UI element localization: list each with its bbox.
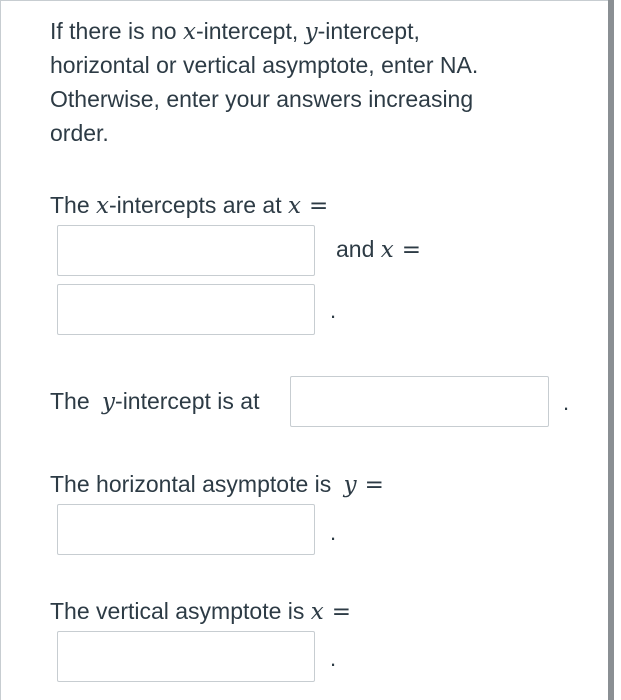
- x-intercept-2-input[interactable]: [57, 284, 315, 335]
- prompt-text: -intercepts are at: [109, 192, 288, 218]
- equals-sign: =: [364, 472, 384, 498]
- equals-sign: =: [331, 599, 352, 625]
- end-punctuation: .: [563, 390, 570, 415]
- horizontal-asymptote-prompt: [50, 467, 384, 502]
- instructions-text: -intercept,: [317, 18, 420, 44]
- vertical-asymptote-prompt: [50, 594, 351, 629]
- end-punctuation: .: [330, 298, 337, 323]
- math-var-y: y: [343, 472, 357, 498]
- instructions-text: If there is no: [50, 18, 183, 44]
- page-scrollbar-edge: [608, 0, 614, 700]
- vertical-asymptote-input[interactable]: [57, 631, 315, 682]
- horizontal-asymptote-input[interactable]: [57, 504, 315, 555]
- x-intercept-and-label: [336, 232, 421, 267]
- instructions-line-3: Otherwise, enter your answers increasing: [50, 86, 474, 112]
- instructions-text: -intercept,: [195, 18, 305, 44]
- math-var-x: x: [380, 237, 394, 263]
- prompt-text: The: [50, 192, 97, 218]
- math-var-x: x: [182, 19, 196, 45]
- instructions-line-1: [50, 14, 550, 48]
- prompt-text: -intercept is at: [115, 388, 260, 414]
- instructions-line-2: horizontal or vertical asymptote, enter NA.: [50, 52, 479, 78]
- math-var-y: y: [102, 389, 116, 415]
- prompt-text: The: [50, 388, 97, 414]
- x-intercepts-prompt: [50, 188, 328, 223]
- and-text: and: [336, 236, 381, 262]
- end-punctuation: .: [330, 520, 337, 545]
- prompt-text: The horizontal asymptote is: [50, 471, 338, 497]
- prompt-text: The vertical asymptote is: [50, 598, 311, 624]
- math-var-x: x: [287, 193, 301, 219]
- instructions: [50, 14, 550, 150]
- equals-sign: =: [308, 193, 329, 219]
- math-var-x: x: [310, 599, 324, 625]
- math-var-y: y: [304, 19, 318, 45]
- page-border-left: [0, 0, 1, 700]
- page-border-top: [0, 0, 610, 1]
- math-var-x: x: [96, 193, 110, 219]
- instructions-line-4: order.: [50, 120, 109, 146]
- equals-sign: =: [401, 237, 422, 263]
- y-intercept-input[interactable]: [290, 376, 549, 427]
- y-intercept-prompt: [50, 384, 259, 419]
- end-punctuation: .: [330, 646, 337, 671]
- x-intercept-1-input[interactable]: [57, 225, 315, 276]
